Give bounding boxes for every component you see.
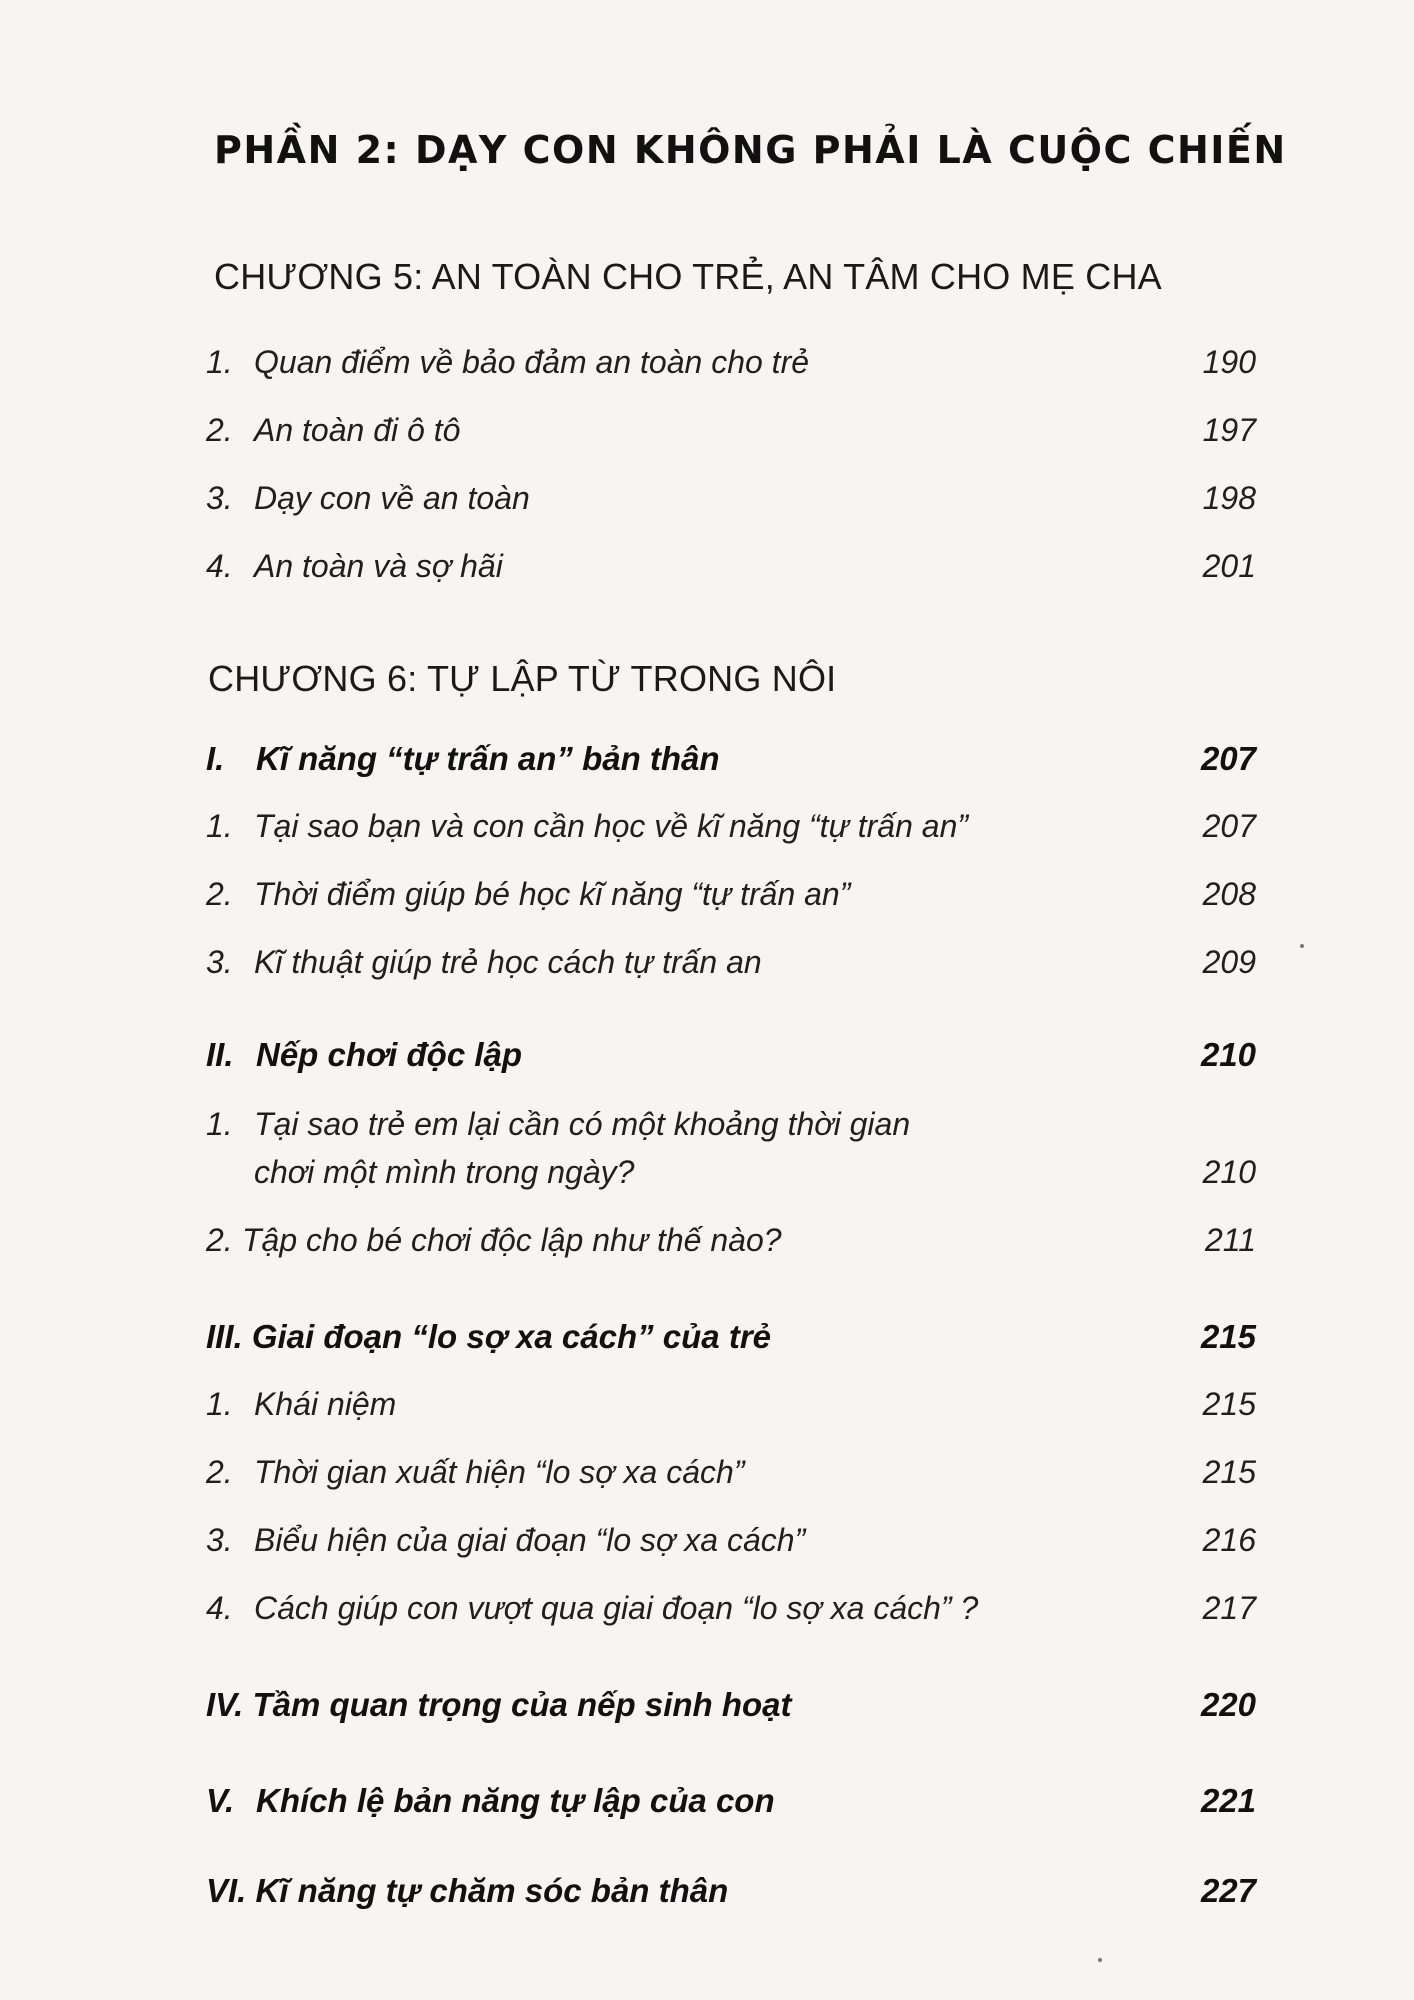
entry-title: Tập cho bé chơi độc lập như thế nào? (242, 1222, 782, 1258)
entry-page-number: 215 (1202, 1386, 1256, 1422)
scan-speck (1098, 1958, 1102, 1962)
toc-entry[interactable] (206, 1590, 1256, 1638)
entry-page-number: 207 (1202, 808, 1256, 844)
entry-page-number: 198 (1202, 480, 1256, 516)
toc-entry[interactable] (206, 412, 1256, 460)
entry-title: Thời điểm giúp bé học kĩ năng “tự trấn an” (254, 876, 851, 912)
entry-number: I. (206, 740, 225, 777)
entry-number: 3. (206, 944, 233, 980)
entry-page-number: 220 (1200, 1686, 1256, 1723)
entry-title: Kĩ thuật giúp trẻ học cách tự trấn an (254, 944, 762, 980)
entry-title: Kĩ năng “tự trấn an” bản thân (256, 740, 720, 777)
toc-entry[interactable] (206, 944, 1256, 992)
entry-title: VI. Kĩ năng tự chăm sóc bản thân (206, 1872, 729, 1909)
toc-entry[interactable] (206, 344, 1256, 392)
toc-entry[interactable] (206, 1222, 1256, 1270)
entry-page-number: 208 (1202, 876, 1256, 912)
chapter-5-title: CHƯƠNG 5: AN TOÀN CHO TRẺ, AN TÂM CHO MẸ CHA (214, 256, 1162, 297)
entry-number: 1. (206, 344, 233, 380)
entry-page-number: 210 (1200, 1036, 1256, 1073)
entry-page-number: 197 (1202, 412, 1256, 448)
entry-title: IV. Tầm quan trọng của nếp sinh hoạt (206, 1686, 792, 1723)
toc-entry[interactable] (206, 548, 1256, 596)
toc-entry[interactable] (206, 1386, 1256, 1434)
entry-title: Tại sao bạn và con cần học về kĩ năng “tự trấn an” (254, 808, 969, 844)
toc-entry[interactable] (206, 1454, 1256, 1502)
toc-section-heading[interactable] (206, 1782, 1256, 1830)
entry-number: 2. (206, 876, 233, 912)
entry-title: An toàn đi ô tô (254, 412, 461, 448)
entry-title: Biểu hiện của giai đoạn “lo sợ xa cách” (254, 1522, 806, 1558)
entry-page-number: 221 (1200, 1782, 1256, 1819)
entry-title: Nếp chơi độc lập (256, 1036, 523, 1073)
chapter-6-title: CHƯƠNG 6: TỰ LẬP TỪ TRONG NÔI (208, 658, 837, 699)
entry-title-line-2: chơi một mình trong ngày? (254, 1154, 635, 1190)
entry-number: V. (206, 1782, 235, 1819)
entry-number: 2. (206, 1222, 233, 1258)
toc-entry[interactable] (206, 1522, 1256, 1570)
toc-section-heading[interactable] (206, 1036, 1256, 1084)
toc-section-heading[interactable] (206, 1686, 1256, 1734)
entry-page-number: 216 (1202, 1522, 1256, 1558)
entry-title: Dạy con về an toàn (254, 480, 530, 516)
entry-title: Thời gian xuất hiện “lo sợ xa cách” (254, 1454, 745, 1490)
entry-number: 1. (206, 1386, 233, 1422)
toc-entry[interactable] (206, 808, 1256, 856)
entry-title: An toàn và sợ hãi (254, 548, 503, 584)
scan-speck (1300, 944, 1304, 948)
entry-number: II. (206, 1036, 234, 1073)
entry-number: 1. (206, 808, 233, 844)
entry-title: Khái niệm (254, 1386, 397, 1422)
part-title: PHẦN 2: DẠY CON KHÔNG PHẢI LÀ CUỘC CHIẾN (214, 128, 1287, 172)
entry-page-number: 210 (1202, 1154, 1256, 1190)
entry-title-line-1: Tại sao trẻ em lại cần có một khoảng thời gian (254, 1106, 911, 1142)
entry-number: 4. (206, 548, 233, 584)
entry-page-number: 211 (1204, 1222, 1256, 1258)
entry-page-number: 215 (1202, 1454, 1256, 1490)
entry-page-number: 201 (1202, 548, 1256, 584)
toc-section-heading[interactable] (206, 740, 1256, 788)
toc-section-heading[interactable] (206, 1318, 1256, 1366)
entry-page-number: 215 (1200, 1318, 1256, 1355)
entry-number: 3. (206, 1522, 233, 1558)
entry-number: 2. (206, 412, 233, 448)
entry-page-number: 209 (1202, 944, 1256, 980)
entry-number: 3. (206, 480, 233, 516)
entry-number: 1. (206, 1106, 233, 1142)
entry-number: 4. (206, 1590, 233, 1626)
entry-title: Khích lệ bản năng tự lập của con (256, 1782, 775, 1819)
entry-number: 2. (206, 1454, 233, 1490)
entry-title: Cách giúp con vượt qua giai đoạn “lo sợ xa cách” ? (254, 1590, 979, 1626)
toc-entry[interactable] (206, 876, 1256, 924)
entry-page-number: 227 (1200, 1872, 1256, 1909)
entry-title: III. Giai đoạn “lo sợ xa cách” của trẻ (206, 1318, 772, 1355)
toc-section-heading[interactable] (206, 1872, 1256, 1920)
entry-page-number: 207 (1200, 740, 1256, 777)
entry-page-number: 217 (1202, 1590, 1256, 1626)
entry-title: Quan điểm về bảo đảm an toàn cho trẻ (254, 344, 810, 380)
toc-entry[interactable] (206, 1106, 1256, 1202)
entry-page-number: 190 (1202, 344, 1256, 380)
toc-entry[interactable] (206, 480, 1256, 528)
